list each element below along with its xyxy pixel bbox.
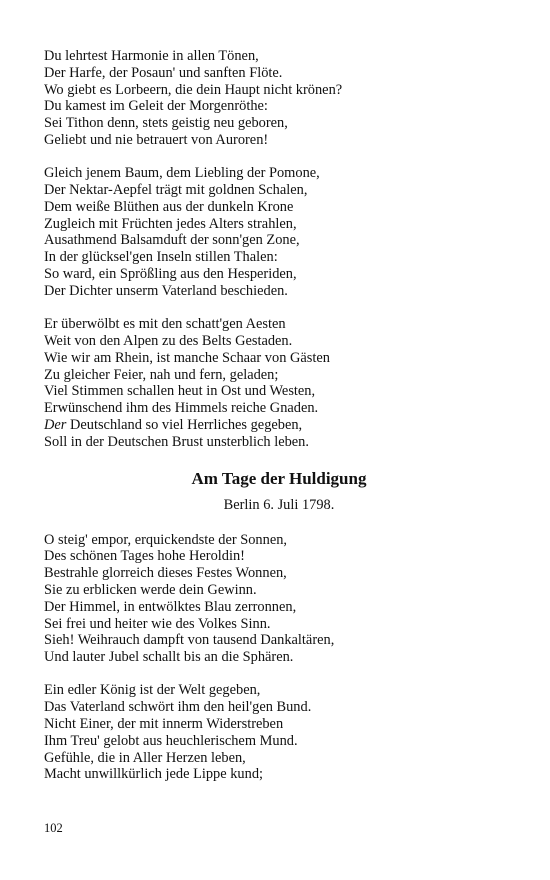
verse-line: Sieh! Weihrauch dampft von tausend Dankaltären, <box>44 632 335 649</box>
verse-line: Gefühle, die in Aller Herzen leben, <box>44 749 246 766</box>
verse-line: Ausathmend Balsamduft der sonn'gen Zone, <box>44 232 300 249</box>
verse-line: Er überwölbt es mit den schatt'gen Aesten <box>44 316 286 333</box>
verse-line: Ein edler König ist der Welt gegeben, <box>44 682 261 699</box>
verse-line: Das Vaterland schwört ihm den heil'gen Bund. <box>44 699 312 716</box>
verse-line: Gleich jenem Baum, dem Liebling der Pomone, <box>44 165 320 182</box>
verse-line: Nicht Einer, der mit innerm Widerstreben <box>44 716 284 732</box>
stanza-4 <box>44 532 514 666</box>
verse-line: Bestrahle glorreich dieses Festes Wonnen, <box>44 565 287 582</box>
verse-line: Der Himmel, in entwölktes Blau zerronnen, <box>44 598 297 615</box>
verse-line: Du lehrtest Harmonie in allen Tönen, <box>44 48 259 64</box>
verse-line: Geliebt und nie betrauert von Auroren! <box>44 131 269 148</box>
stanza-5 <box>44 682 514 783</box>
verse-line: Erwünschend ihm des Himmels reiche Gnaden. <box>44 400 319 417</box>
verse-line: So ward, ein Sprößling aus den Hesperiden, <box>44 266 297 283</box>
verse-line: Zu gleicher Feier, nah und fern, geladen; <box>44 366 279 383</box>
verse-line: Zugleich mit Früchten jedes Alters strahlen, <box>44 215 297 232</box>
verse-line: Ihm Treu' gelobt aus heuchlerischem Mund. <box>44 732 298 749</box>
verse-line: Dem weiße Blüthen aus der dunkeln Krone <box>44 198 294 215</box>
verse-line-rest: Deutschland so viel Herrliches gegeben, <box>66 416 303 433</box>
verse-line <box>44 417 514 434</box>
poem-title: Am Tage der Huldigung <box>191 468 367 488</box>
stanza-2 <box>44 165 514 299</box>
verse-line: Viel Stimmen schallen heut in Ost und Westen, <box>44 383 316 400</box>
page-number: 102 <box>44 821 63 835</box>
verse-line: Soll in der Deutschen Brust unsterblich leben. <box>44 433 309 450</box>
stanza-1 <box>44 48 514 149</box>
dateline: Berlin 6. Juli 1798. <box>223 496 335 513</box>
verse-line: O steig' empor, erquickendste der Sonnen, <box>44 531 287 548</box>
verse-line: Wo giebt es Lorbeern, die dein Haupt nicht krönen? <box>44 81 343 98</box>
verse-line: Sei Tithon denn, stets geistig neu geboren, <box>44 115 288 132</box>
verse-line: Sie zu erblicken werde dein Gewinn. <box>44 581 257 598</box>
verse-line: Wie wir am Rhein, ist manche Schaar von Gästen <box>44 349 330 366</box>
verse-line: Der Nektar-Aepfel trägt mit goldnen Schalen, <box>44 182 308 199</box>
page-text <box>44 48 514 783</box>
verse-line: In der glücksel'gen Inseln stillen Thalen: <box>44 249 278 266</box>
verse-line: Sei frei und heiter wie des Volkes Sinn. <box>44 615 271 632</box>
verse-line: Der Dichter unserm Vaterland beschieden. <box>44 282 288 299</box>
verse-line: Du kamest im Geleit der Morgenröthe: <box>44 98 268 115</box>
verse-line: Macht unwillkürlich jede Lippe kund; <box>44 766 264 783</box>
italic-word: Der <box>44 416 67 433</box>
verse-line: Weit von den Alpen zu des Belts Gestaden. <box>44 332 293 349</box>
verse-line: Der Harfe, der Posaun' und sanften Flöte. <box>44 64 283 81</box>
stanza-3 <box>44 316 514 450</box>
verse-line: Des schönen Tages hohe Heroldin! <box>44 548 245 565</box>
verse-line: Und lauter Jubel schallt bis an die Sphären. <box>44 649 294 666</box>
